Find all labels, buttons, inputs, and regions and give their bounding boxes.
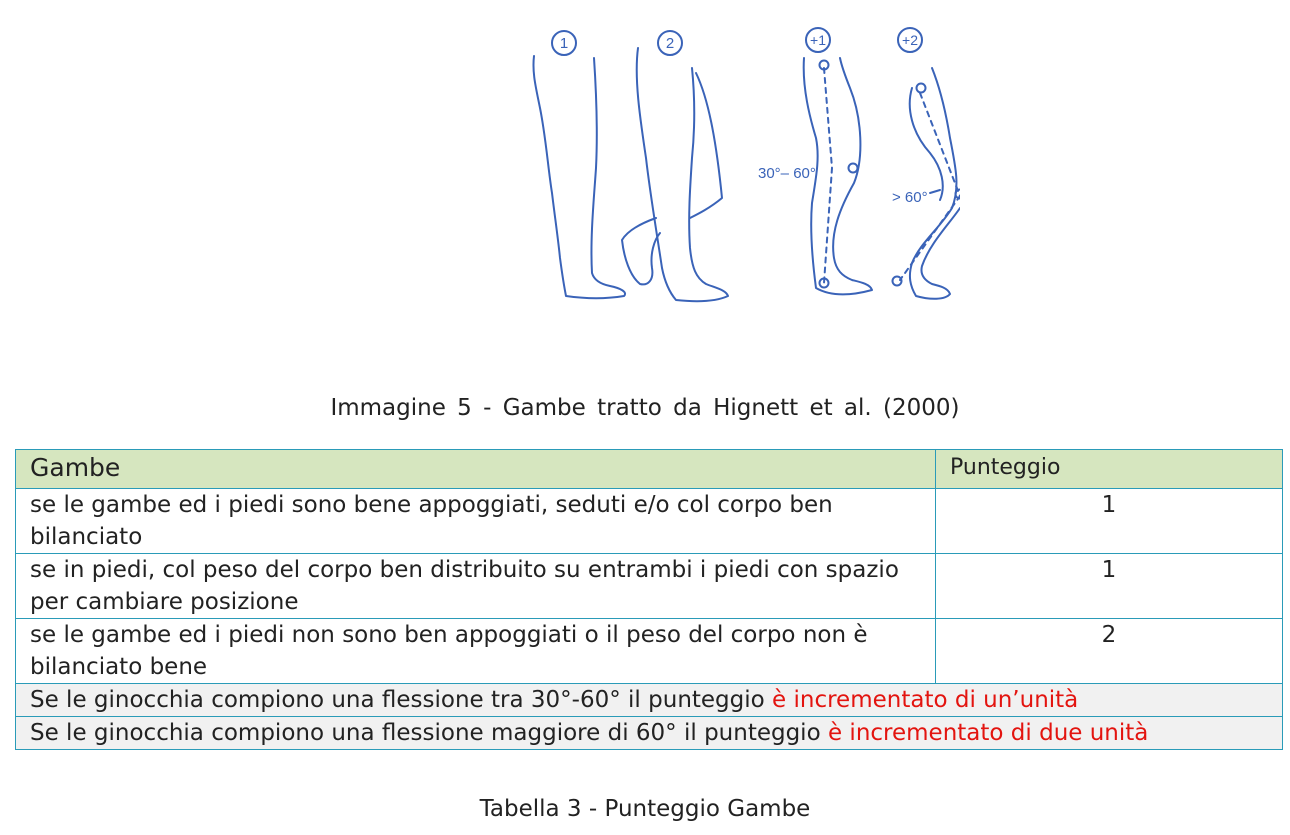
posture-2-legs [637,48,728,301]
note-text: Se le ginocchia compiono una flessione maggiore di 60° il punteggio [30,720,828,746]
row-description: se in piedi, col peso del corpo ben distribuito su entrambi i piedi con spazio per cambiare posizione [16,554,936,619]
table-row [16,554,1283,619]
table-note-row [16,717,1283,750]
note-highlight: è incrementato di due unità [827,720,1149,746]
table-note-row [16,684,1283,717]
table-header-row [16,450,1283,489]
row-description: se le gambe ed i piedi non sono ben appoggiati o il peso del corpo non è bilanciato bene [16,619,936,684]
figure-caption: Immagine 5 - Gambe tratto da Hignett et al. (2000) [330,395,960,421]
angle-label-30-60: 30°– 60° [758,165,816,182]
row-description: se le gambe ed i piedi sono bene appoggiati, seduti e/o col corpo ben bilanciato [16,489,936,554]
row-score: 1 [936,489,1283,554]
row-score: 1 [936,554,1283,619]
posture-1-leg [533,56,625,298]
posture-plus1-label: +1 [810,32,826,48]
header-punteggio: Punteggio [936,450,1283,489]
table-caption: Tabella 3 - Punteggio Gambe [479,796,811,822]
row-score: 2 [936,619,1283,684]
table-row [16,489,1283,554]
posture-plus2-leg [910,68,960,299]
posture-2-label: 2 [665,35,675,52]
table-row [16,619,1283,684]
note-highlight: è incrementato di un’unità [772,687,1079,713]
note-cell [16,684,1283,717]
legs-illustration [520,18,960,313]
note-text: Se le ginocchia compiono una flessione tra 30°-60° il punteggio [30,687,773,713]
score-table [15,449,1283,750]
note-cell [16,717,1283,750]
posture-1-label: 1 [559,35,569,52]
angle-label-60: > 60° [892,189,928,206]
posture-plus2-label: +2 [902,32,918,48]
header-gambe: Gambe [16,450,936,489]
